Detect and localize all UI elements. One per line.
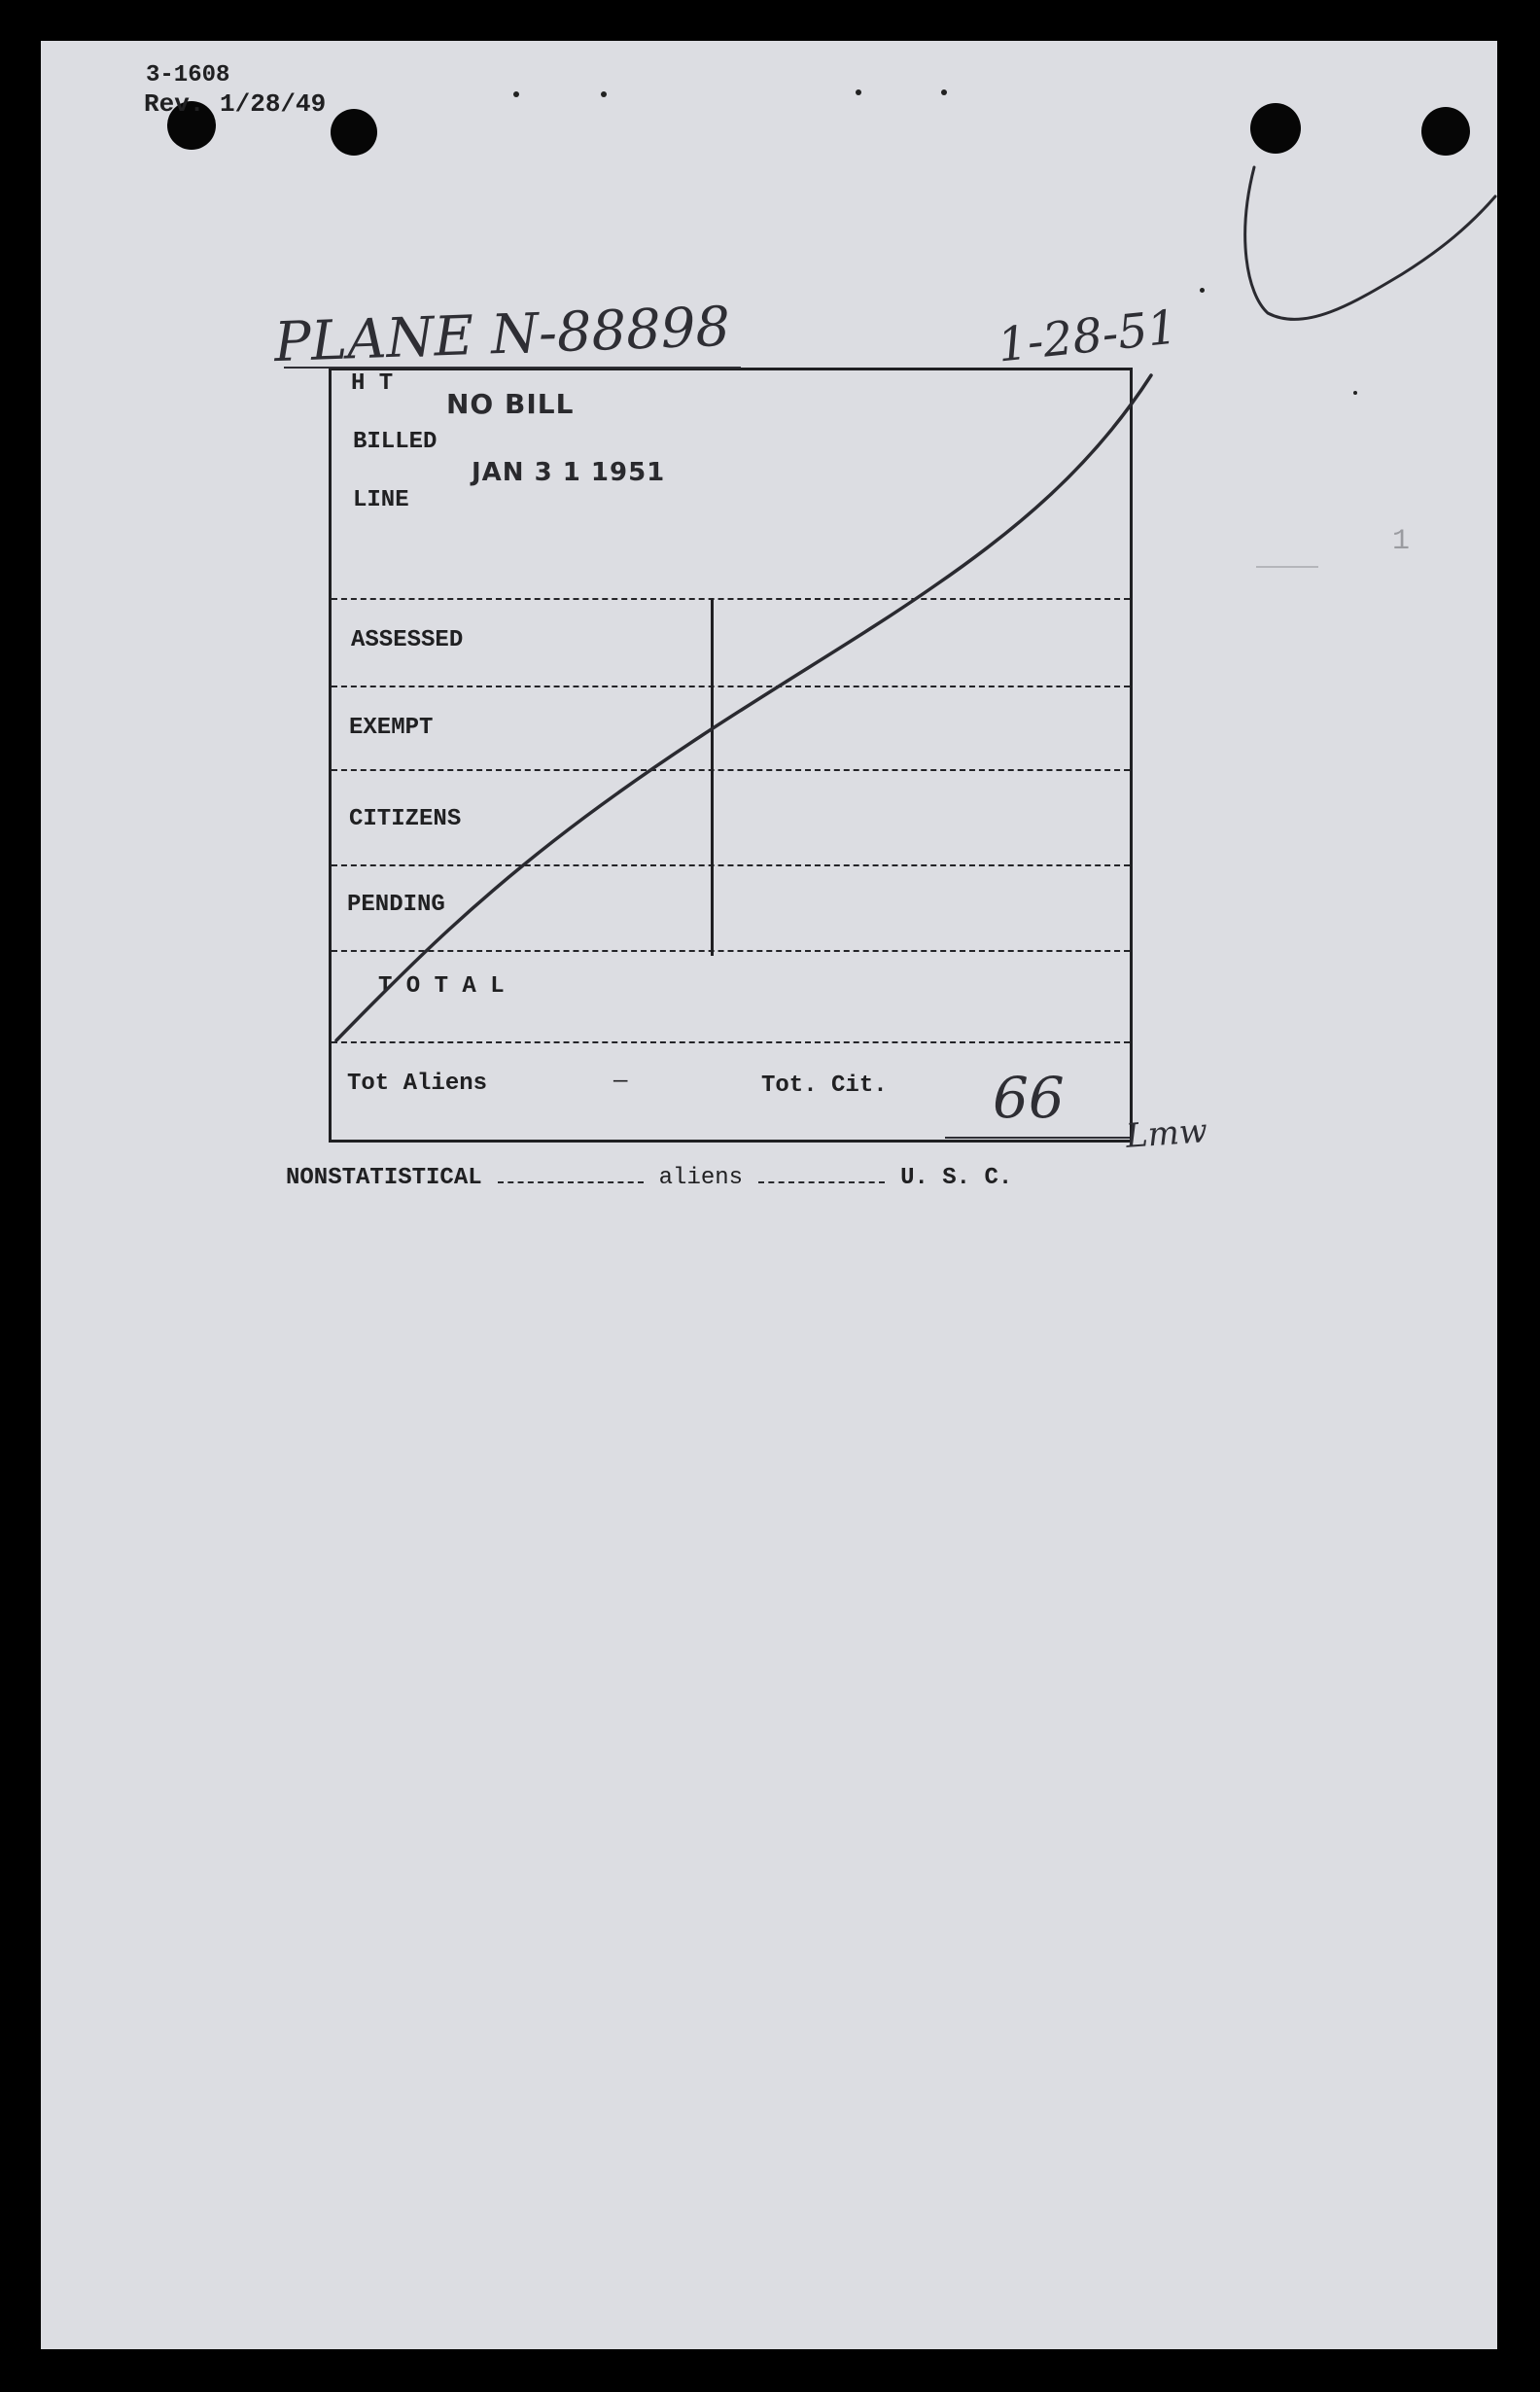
row-assessed: ASSESSED [351, 627, 464, 653]
check-mark-stroke [1245, 167, 1495, 319]
handwritten-date: 1-28-51 [995, 299, 1180, 373]
row-citizens: CITIZENS [349, 806, 462, 832]
label-aliens: aliens [658, 1165, 744, 1191]
label-usc: U. S. C. [900, 1165, 1013, 1191]
label-tot-aliens: Tot Aliens [347, 1071, 488, 1097]
label-billed: BILLED [353, 429, 438, 455]
document-page [41, 41, 1497, 2349]
value-tot-aliens: — [613, 1069, 628, 1095]
cancel-stroke [336, 375, 1151, 1040]
handwritten-initials: Lmw [1124, 1111, 1209, 1156]
label-tot-cit: Tot. Cit. [761, 1073, 888, 1099]
label-line: LINE [353, 487, 409, 513]
row-exempt: EXEMPT [349, 715, 434, 741]
stamp-no-bill: NO BILL [446, 388, 575, 420]
label-ht: H T [351, 370, 394, 397]
form-number: 3-1608 [146, 62, 230, 88]
handwritten-total-cit: 66 [993, 1065, 1065, 1131]
stamp-date: JAN 3 1 1951 [472, 458, 666, 487]
form-revision: Rev. 1/28/49 [144, 89, 327, 119]
label-total: T O T A L [378, 973, 505, 1000]
row-pending: PENDING [347, 892, 445, 918]
margin-mark: 1 [1392, 525, 1411, 558]
label-nonstatistical: NONSTATISTICAL [286, 1165, 482, 1191]
pen-strokes [41, 41, 1497, 2349]
handwritten-plane-number: PLANE N-88898 [273, 295, 732, 375]
